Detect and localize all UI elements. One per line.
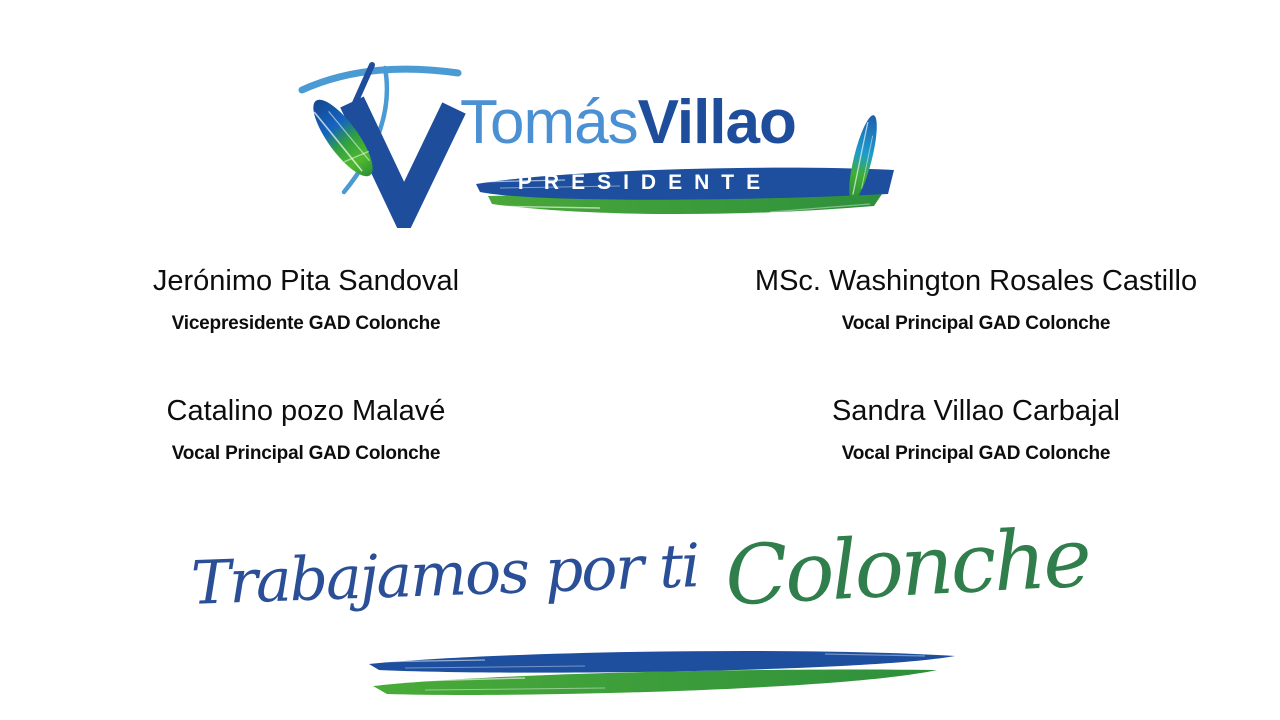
slogan-brush-underline bbox=[365, 642, 960, 708]
member-card bbox=[66, 264, 546, 336]
member-role: Vocal Principal GAD Colonche bbox=[841, 313, 1111, 334]
slogan bbox=[0, 510, 1280, 655]
logo-banner-text: PRESIDENTE bbox=[517, 171, 773, 194]
member-name: Sandra Villao Carbajal bbox=[831, 395, 1121, 427]
member-role: Vicepresidente GAD Colonche bbox=[171, 313, 441, 334]
member-name: Jerónimo Pita Sandoval bbox=[152, 265, 460, 297]
logo-first-name: Tomás bbox=[460, 88, 638, 157]
logo-wordmark bbox=[460, 90, 796, 156]
logo-o-brush-accent-icon bbox=[838, 108, 888, 208]
member-name: Catalino pozo Malavé bbox=[166, 395, 446, 427]
slogan-place: Colonche bbox=[723, 510, 1092, 625]
tv-monogram-icon bbox=[288, 56, 473, 228]
slogan-phrase: Trabajamos por ti bbox=[189, 531, 700, 619]
member-role: Vocal Principal GAD Colonche bbox=[171, 443, 441, 464]
member-card bbox=[736, 394, 1216, 466]
member-card bbox=[736, 264, 1216, 336]
member-role: Vocal Principal GAD Colonche bbox=[841, 443, 1111, 464]
member-name: MSc. Washington Rosales Castillo bbox=[754, 265, 1198, 297]
logo bbox=[288, 56, 908, 236]
logo-last-name: Villao bbox=[637, 88, 796, 157]
member-card bbox=[66, 394, 546, 466]
